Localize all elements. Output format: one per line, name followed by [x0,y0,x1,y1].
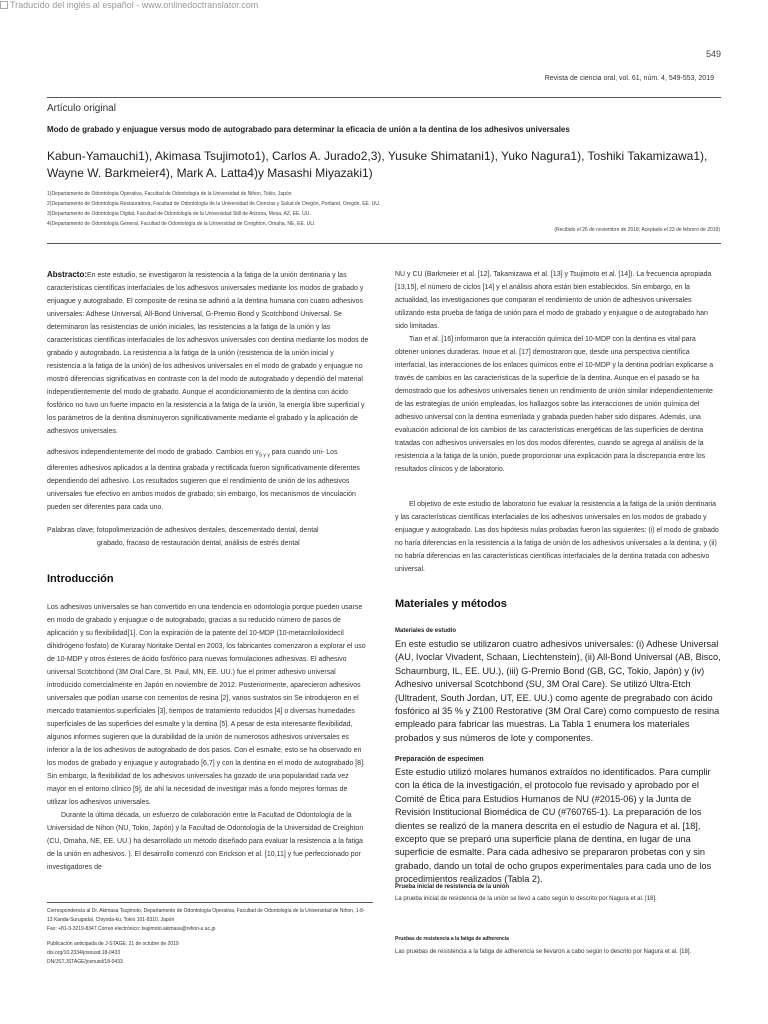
objective-paragraph: El objetivo de este estudio de laboratorio fue evaluar la resistencia a la fatiga de la unión dentinaria y las características científicas interfaciales de los adhesivos universales en los modos de grabado y enjuague y autograbado. Las dos hipótesis nulas probadas fueron las siguientes: (i) el modo de grabado no haría diferencias en la resistencia a la fatiga de unión de los adhesivos universales a la dentina, y (ii) no habría diferencias en las características científicas interfaciales de la dentina tratada con adhesivo universal. [395,501,719,573]
keywords-line-2: grabado, fracaso de restauración dental, análisis de estrés dental [97,540,300,547]
affiliation-1: 1)Departamento de Odontología Operativa, Facultad de Odontología de la Universidad de Nihon, Tokio, Japón [47,191,292,197]
correspondence-footnote: Correspondencia al Dr. Akimasa Tsujimoto, Departamento de Odontología Operativa, Facultad de Odontología de la Universidad de Nihon, 1-8-13 Kanda-Surugadai, Chiyoda-ku, Tokio 101-8310, Japón Fax: +81-3-3219-8347 Correo electrónico: tsujimoto.akimasa@nihon-u.ac.jp [47,908,365,932]
abstract-continuation [47,446,369,514]
abstract [47,268,369,438]
affiliation-2: 2)Departamento de Odontología Restauradora, Facultad de Odontología de la Universidad de Ciencias y Salud de Oregón, Portland, Oregón, EE. UU. [47,201,381,207]
intro-paragraph-1: Los adhesivos universales se han convertido en una tendencia en odontología porque pueden usarse en modo de grabado y enjuague o de autograbado, gracias a su reducido número de pasos de aplicación y su flexibilidad[1]. Con la expiración de la patente del 10-MDP (10-metacriloiloxidecil dihidrógeno fosfato) de Kuraray Noritake Dental en 2003, los fabricantes comenzaron a explorar el uso de 10-MDP y otros ésteres de ácido fosfórico para nuevas formulaciones adhesivas. El adhesivo universal Scotchbond (3M Oral Care, St. Paul, MN, EE. UU.) fue el primer adhesivo universal introducido comercialmente en Japón en noviembre de 2012. Posteriormente, aparecieron adhesivos universales que podían usarse con cementos de resina [2], varios sustratos sin Se introdujeron en el mercado tratamientos superficiales [3], tiempos de tratamiento reducidos [4] o diversas humedades superficiales de las superficies del esmalte y la dentina [5]. A pesar de esta interesante flexibilidad, algunos informes sugieren que la durabilidad de la unión de numerosos adhesivos universales es inferior a la de los adhesivos de autograbado de dos pasos. Con el esmalte, esto se ha observado en los modos de grabado y enjuague y autograbado [6,7] y con la dentina en el modo de autograbado [8]. Sin embargo, la flexibilidad de los adhesivos universales ha gozado de una popularidad cada vez mayor en el entorno clínico [9], de ahí la necesidad de investigar más a fondo mejores formas de utilizar los adhesivos universales. [47,604,366,806]
translation-banner-text[interactable]: Traducido del inglés al español - www.onlinedoctranslator.com [10,0,259,10]
publication-info [47,940,369,967]
materials-heading: Materiales de estudio [395,628,457,634]
right-paragraph-1: NU y CU (Barkmeier et al. [12], Takamizawa et al. [13] y Tsujimoto et al. [14]). La frecuencia apropiada [13,15], el número de ciclos [14] y el análisis ahora están bien establecidos. Sin embargo, en la actualidad, las investigaciones que comparan el rendimiento de unión de adhesivos universales utilizando esta prueba de fatiga de unión para el modo de grabado y enjuague o de autograbado han sido limitadas. [395,271,712,330]
header-rule [47,97,721,98]
intro-paragraph-2: Durante la última década, un esfuerzo de colaboración entre la Facultad de Odontología de la Universidad de Nihon (NU, Tokio, Japón) y la Facultad de Odontología de la Universidad de Creighton (CU, Omaha, NE, EE. UU.) ha desarrollado un método diseñado para evaluar la resistencia a la fatiga de la unión en adhesivos. ). El desarrollo comenzó con Erickson et al. [10,11] y fue perfeccionado por investigadores de [47,812,364,871]
right-intro-body [395,268,721,476]
right-paragraph-2: Tian et al. [16] informaron que la interacción química del 10-MDP con la dentina es vital para obtener uniones duraderas. Inoue et al. [17] demostraron que, desde una perspectiva científica interfacial, las interacciones de los enlaces químicos entre el 10-MDP y la dentina podrían explicarse a través de cambios en las características de la superficie de la dentina. Aunque en el pasado se ha demostrado que los adhesivos universales tienen un rendimiento de unión similar independientemente de las estrategias de unión empleadas, los hallazgos sobre las interacciones de unión química del adhesivo universal con la dentina esmerilada y grabada pueden haber sido dispares. Además, una evaluación adicional de los cambios de las características energéticas de las superficies de dentina tratadas con adhesivos universales en los dos modos diferentes, cuando se agrega al análisis de la resistencia a la fatiga de la unión, puede proporcionar una explicación para la discrepancia entre los resultados clínicos y de laboratorio. [395,336,714,473]
footnote-rule [47,902,373,903]
intro-heading: Introducción [47,573,114,585]
fatigue-text: Las pruebas de resistencia a la fatiga de adherencia se llevaron a cabo según lo descrito por Nagura et al. [18]. [395,949,692,955]
article-title: Modo de grabado y enjuague versus modo de autograbado para determinar la eficacia de unión a la dentina de los adhesivos universales [47,125,570,134]
translation-banner[interactable] [0,0,258,10]
translator-logo-icon [0,1,8,9]
objective-section [395,498,721,576]
abstract-text: En este estudio, se investigaron la resistencia a la fatiga de la unión dentinaria y las características científicas interfaciales de los adhesivos universales mediante los modos de grabado y enjuague y autograbado. El composite de resina se adhirió a la dentina humana con cuatro adhesivos universales: Adhese Universal, All-Bond Universal, G-Premio Bond y Scotchbond Universal. Se determinaron las resistencias de unión iniciales, las resistencias a la fatiga de la unión y las características científicas interfaciales de los adhesivos universales con dentina mediante los modos de grabado y autograbado. La resistencia a la fatiga de la unión (resistencia de la unión inicial y resistencia a la fatiga de la unión) de los adhesivos universales en el modo de grabado y enjuague no mostró diferencias significativas en contraste con la del modo de autograbado y dependió del material independientemente del modo de grabado. Aunque el acondicionamiento de la dentina con ácido fosfórico no tuvo un fuerte impacto en la resistencia a la fatiga de la unión, la energía libre superficial y los parámetros de la dentina disminuyeron significativamente mediante el grabado y la aplicación de adhesivos universales. [47,272,369,435]
doi-link[interactable]: doi.org/10.2334/josnusd.18-0433 [47,950,121,956]
abstract-cont-sub: S y γ [258,452,270,459]
affiliation-3: 3)Departamento de Odontología Digital, Facultad de Odontología de la Universidad Still de Arizona, Mesa, AZ, EE. UU. [47,211,311,217]
intro-body [47,601,369,874]
initial-strength-text: La prueba inicial de resistencia de la unión se llevó a cabo según lo descrito por Nagura et al. [18]. [395,896,657,902]
affiliation-4: 4)Departamento de Odontología General, Facultad de Odontología de la Universidad de Creighton, Omaha, NE, EE. UU. [47,221,316,227]
abstract-cont-a: adhesivos independientemente del modo de grabado. Cambios en γ [47,449,259,456]
initial-strength-heading: Prueba inicial de resistencia de la unión [395,884,510,890]
specimen-prep-heading: Preparación de especímen [395,756,484,763]
keywords [47,524,369,550]
specimen-prep-text: Este estudio utilizó molares humanos extraídos no identificados. Para cumplir con la ética de la investigación, el protocolo fue revisado y aprobado por el Comité de Ética para Estudios Humanos de NU (#2015-06) y la Junta de Revisión Institucional Biomédica de CU (#760765-1). La preparación de los dientes se realizó de la manera descrita en el estudio de Nagura et al. [18], excepto que se preparó una superficie plana de dentina, en lugar de una superficie de esmalte. Para cada adhesivo se prepararon probetas con y sin grabado, dando un total de ocho grupos experimentales para cada uno de los procedimientos realizados (Tabla 2). [395,767,712,885]
abstract-rule [47,243,721,244]
author-list [47,148,727,182]
methods-heading: Materiales y métodos [395,598,507,610]
abstract-cont-rest: Los diferentes adhesivos aplicados a la dentina grabada y rectificada fueron significativamente diferentes dependiendo del adhesivo. Los resultados sugieren que el rendimiento de unión de los adhesivos universales fue efectivo en ambos modos de grabado; sin embargo, los mecanismos de vinculación pueden ser diferentes para cada uno. [47,449,360,512]
affiliations [47,189,380,229]
received-dates: (Recibido el 26 de noviembre de 2018; Aceptado el 23 de febrero de 2019) [554,227,720,233]
fatigue-heading: Pruebas de resistencia a la fatiga de adherencia [395,936,509,942]
pub-date: Publicación anticipada de J-STAGE: 21 de octubre de 2019 [47,941,179,947]
abstract-label: Abstracto: [47,270,88,279]
journal-citation: Revista de ciencia oral, vol. 61, núm. 4, 549-553, 2019 [544,75,714,82]
article-type: Artículo original [47,103,116,114]
authors-line-2: Wayne W. Barkmeier4), Mark A. Latta4)y Masashi Miyazaki1) [47,166,373,180]
jstage-id: DN/JST.JSTAGE/josnusd/18-0433 [47,959,123,965]
page-number: 549 [705,49,721,59]
authors-line-1: Kabun-Yamauchi1), Akimasa Tsujimoto1), Carlos A. Jurado2,3), Yusuke Shimatani1), Yuko Nagura1), Toshiki Takamizawa1), [47,149,708,163]
keywords-line-1: Palabras clave; fotopolimerización de adhesivos dentales, descementado dental, dental [47,527,319,534]
abstract-cont-b: para cuando uni- [271,449,325,456]
materials-text: En este estudio se utilizaron cuatro adhesivos universales: (i) Adhese Universal (AU, Ivoclar Vivadent, Schaan, Liechtenstein), (ii) All-Bond Universal (AB, Bisco, Schaumburg, IL, EE. UU.), (iii) G-Premio Bond (GB, GC, Tokio, Japón) y (iv) Adhesivo universal Scotchbond (SU, 3M Oral Care). Se utilizó Ultra-Etch (Ultradent, South Jordan, UT, EE. UU.) como agente de pregrabado con ácido fosfórico al 35 % y Z100 Restorative (3M Oral Care) como compuesto de resina empleado para fabricar las muestras. La Tabla 1 enumera los materiales probados y sus números de lote y componentes. [395,639,721,743]
